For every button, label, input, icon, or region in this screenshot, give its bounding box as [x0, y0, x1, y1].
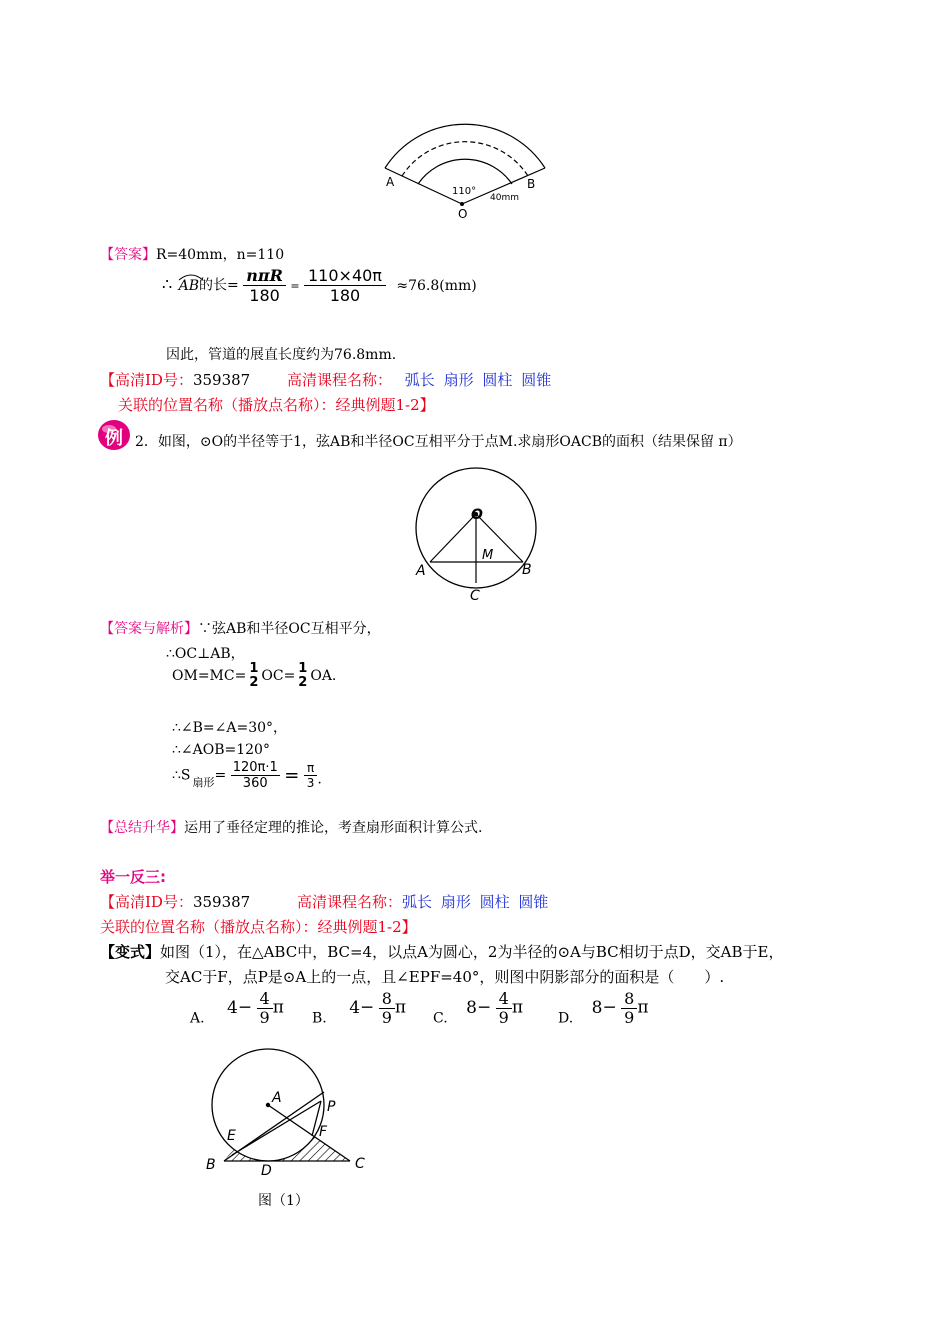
hd-id-line: 【高清ID号：359387 高清课程名称： 弧长 扇形 圆柱 圆锥 — [100, 371, 552, 389]
circle-figure — [410, 462, 550, 607]
fig1-label-o: O — [458, 207, 468, 221]
fig2-label-c: C — [470, 588, 480, 604]
variant-line1: 【变式】如图（1），在△ABC中，BC=4，以点A为圆心，2为半径的⊙A与BC相切于点D，交AB于E， — [100, 943, 784, 961]
topic-link[interactable]: 弧长 — [404, 371, 435, 389]
answer2-line2: OM=MC= 1 2 OC= 1 2 OA. — [172, 661, 337, 690]
fig3-label-e: E — [227, 1128, 236, 1144]
option-c[interactable]: C. 8− $\frac{4}{9}$ π — [433, 989, 524, 1027]
answer2-line4: ∴∠AOB=120° — [172, 742, 270, 758]
fig3-label-f: F — [319, 1124, 328, 1140]
fig1-angle: 110° — [452, 186, 477, 197]
fraction-npir-180: $\frac{\text{nπR}}{180}$ — [243, 266, 286, 305]
hd-id-line-2: 【高清ID号：359387 高清课程名称：弧长 扇形 圆柱 圆锥 — [100, 893, 549, 911]
fig1-label-b: B — [527, 177, 536, 191]
variant-line2: 交AC于F，点P是⊙A上的一点，且∠EPF=40°，则图中阴影部分的面积是（ ）. — [165, 968, 725, 986]
topic-link[interactable]: 圆锥 — [518, 893, 549, 911]
topic-link[interactable]: 扇形 — [440, 893, 471, 911]
option-a[interactable]: A. 4− $\frac{4}{9}$ π — [190, 989, 284, 1027]
answer2-line3: ∴∠B=∠A=30°， — [172, 720, 288, 736]
answer1-conclusion: 因此，管道的展直长度约为76.8mm. — [166, 347, 397, 363]
topic-link[interactable]: 圆柱 — [482, 371, 513, 389]
hd-position-line: 关联的位置名称（播放点名称）：经典例题1-2】 — [118, 396, 435, 414]
example-badge: 例 — [97, 418, 131, 452]
answer-analysis-tag: 【答案与解析】 — [100, 621, 198, 637]
answer1-given: R=40mm，n=110 — [156, 247, 285, 263]
topic-link[interactable]: 扇形 — [443, 371, 474, 389]
fraction-sector-area: $\frac{120\pi\cdot 1}{360}$ — [232, 760, 278, 791]
fig3-label-c: C — [355, 1156, 365, 1172]
fraction-pi-over-3: $\frac{\pi}{3}$ — [304, 761, 318, 790]
figure-caption: 图（1） — [258, 1193, 309, 1209]
fig2-label-m: M — [482, 548, 494, 563]
pipe-arc-figure — [380, 118, 560, 228]
variant-tag: 【变式】 — [100, 943, 161, 961]
topic-link[interactable]: 圆柱 — [479, 893, 510, 911]
topic-link[interactable]: 弧长 — [402, 893, 433, 911]
fraction-one-half: 1 2 — [298, 661, 308, 690]
arc-mark-icon — [178, 273, 204, 281]
answer1-line1 — [100, 244, 284, 264]
fig2-label-a: A — [416, 563, 426, 579]
equals-sign: = — [290, 279, 300, 293]
topic-link[interactable]: 圆锥 — [521, 371, 552, 389]
fig2-label-b: B — [522, 562, 532, 578]
fraction-110x40pi-180: $\frac{110\times 40\pi}{180}$ — [304, 266, 386, 305]
approx-value: ≈76.8(mm) — [396, 277, 477, 294]
fig2-label-o: O — [471, 507, 483, 523]
arc-ab: AB — [179, 278, 199, 294]
fig3-label-b: B — [206, 1157, 216, 1173]
fraction-one-half: 1 2 — [249, 661, 259, 690]
option-b[interactable]: B. 4− $\frac{8}{9}$ π — [312, 989, 407, 1027]
fig1-length: 40mm — [490, 193, 519, 203]
therefore-symbol: ∴ — [162, 274, 173, 294]
summary-tag: 【总结升华】 — [100, 820, 184, 836]
answer2-line1: ∴OC⊥AB， — [166, 646, 245, 662]
fig3-label-p: P — [327, 1099, 336, 1115]
option-d[interactable]: D. 8− $\frac{8}{9}$ π — [558, 989, 649, 1027]
fig3-label-a: A — [272, 1090, 282, 1106]
tangent-circle-figure — [200, 1048, 380, 1178]
answer1-formula — [162, 266, 477, 305]
hd-position-line-2: 关联的位置名称（播放点名称）：经典例题1-2】 — [100, 918, 417, 936]
example2-question: 2．如图，⊙O的半径等于1，弦AB和半径OC互相平分于点M.求扇形OACB的面积（结果保留 π） — [135, 434, 742, 450]
arc-length-label: 的长= — [199, 277, 239, 294]
fig1-label-a: A — [386, 175, 395, 189]
section-heading: 举一反三: — [100, 868, 166, 886]
summary-line: 【总结升华】运用了垂径定理的推论，考查扇形面积计算公式. — [100, 820, 483, 836]
answer2-line5: ∴S $_{扇形}$= $\frac{120\pi\cdot 1}{360}$ = $\frac{\pi}{3}$ . — [172, 760, 322, 791]
answer-tag: 【答案】 — [100, 247, 156, 263]
fig3-label-d: D — [261, 1163, 272, 1178]
answer2-intro: 【答案与解析】∵弦AB和半径OC互相平分， — [100, 621, 381, 637]
